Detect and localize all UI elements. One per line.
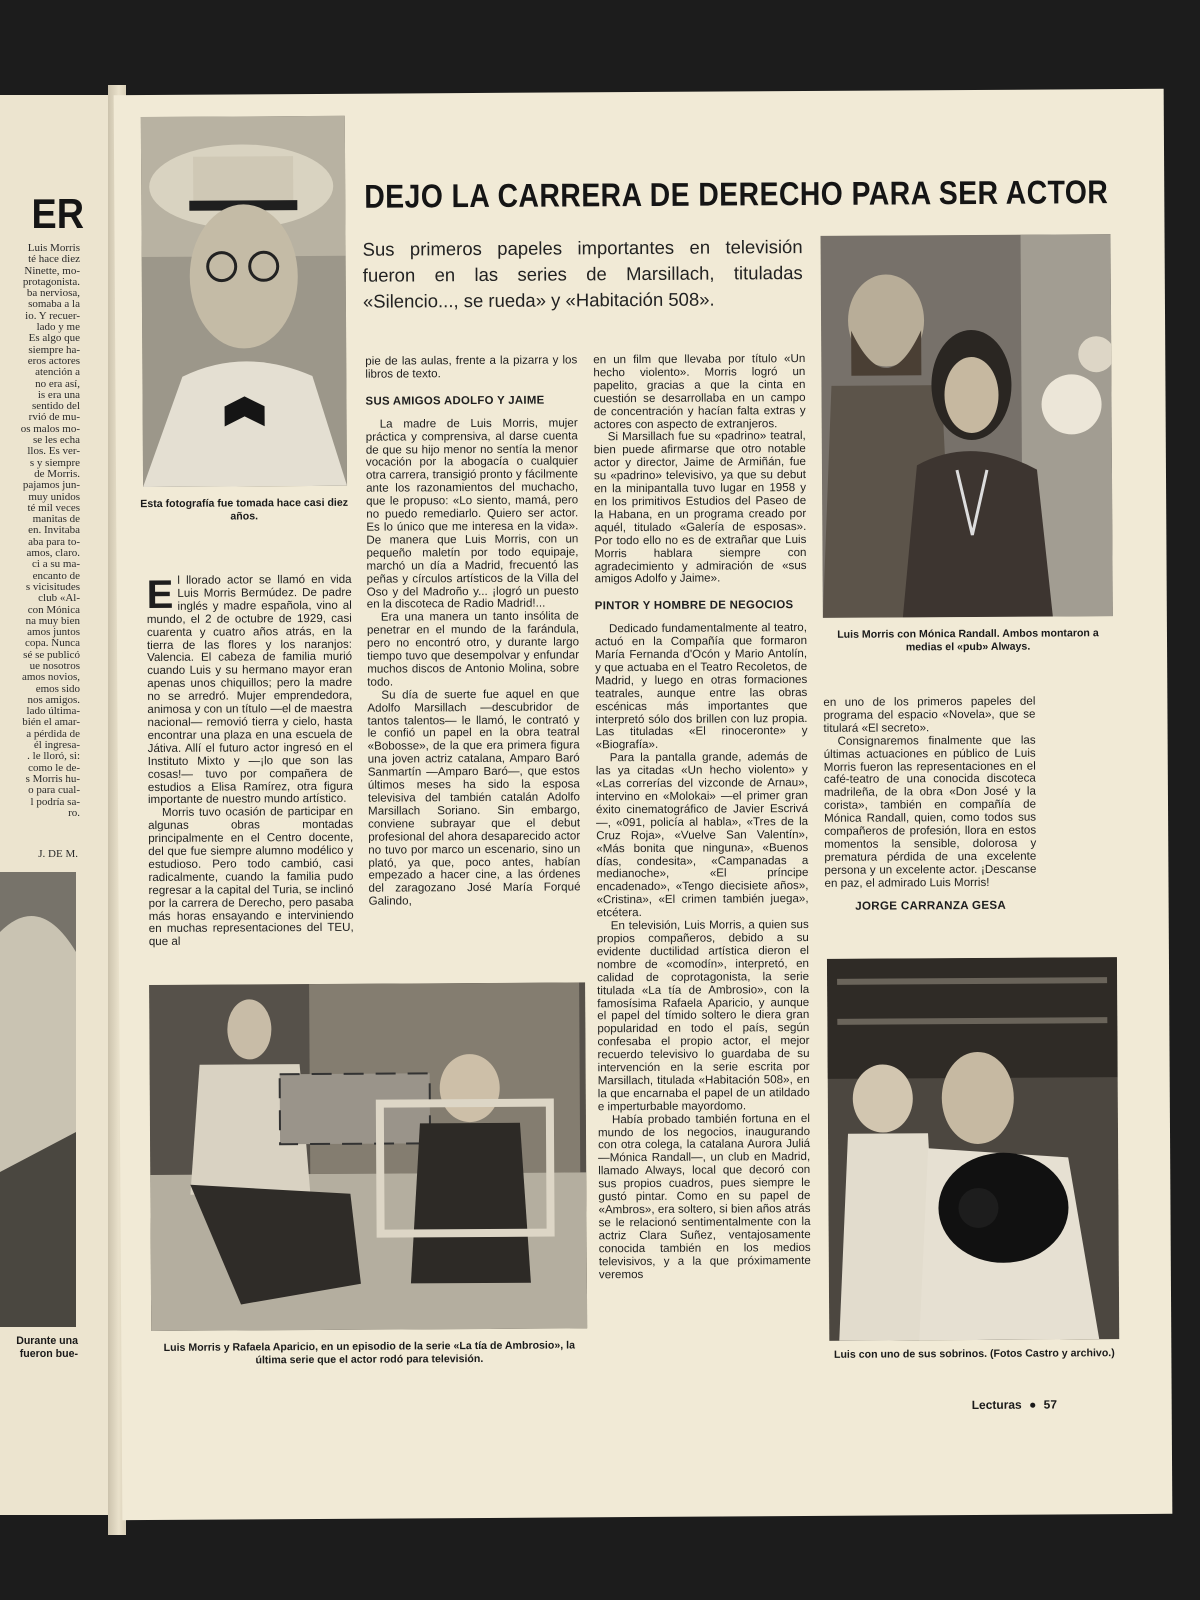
sobrino-photo (827, 957, 1119, 1341)
section-heading-amigos: SUS AMIGOS ADOLFO Y JAIME (365, 394, 545, 408)
paragraph: en uno de los primeros papeles del programa del espacio «Novela», que se titulará «El secreto». (823, 694, 1036, 735)
paragraph: Había probado también fortuna en el mundo de los negocios, inaugurando con otra colega, la catalana Aurora Juliá —Mónica Randall—, un club en Madrid, llamado Always, local que decoró con sus propios cuadros, pues siempre le gustó pintar. Como en su papel de «Ambros», era soltero, si bien años atrás se le relacionó sentimentalmente con la actriz Clara Suñez, ventajosamente conocida también en los medios televisivos, y a la que próximamente veremos (597, 1111, 811, 1281)
left-text-fragment: Luis Morris té hace diez Ninette, mo- protagonista. ba nerviosa, somaba a la io. Y recuer- lado y me Es algo que siempre ha- eros actores atención a no era así, is era una sentido del rvió de mu- os malos mo- se les echa llos. Es ver- s y siempre de Morris. pajamos jun- muy unidos té mil veces manitas de en. Invitaba aba para to- amos, claro. ci a su ma- encanto de s vicisitudes club «Al- con Mónica na muy bien amos juntos copa. Nunca sé se publicó ue nosotros amos novios, emos sido nos amigos. lado última- bién el amar- a pérdida de él ingresa- . le lloró, si: como le de- s Morris hu- o para cual- l podría sa- ro. (20, 243, 80, 819)
aparicio-photo (149, 982, 587, 1331)
left-byline-fragment: J. DE M. (38, 848, 78, 860)
article-column-4 (823, 696, 1036, 914)
paragraph: Dedicado fundamentalmente al teatro, actuó en la Compañía que formaron María Fernanda d'Ocón y Mario Antolín, y que actuaba en el Teatro Recoletos, de Madrid, y luego en otras formaciones teatrales, aunque entre las obras escénicas más importantes que interpretó sólo dos brillen con luz propia. Las tituladas «El rinoceronte» y «Biografía». (594, 621, 808, 752)
author-signature: JORGE CARRANZA GESA (855, 898, 1007, 913)
aparicio-caption: Luis Morris y Rafaela Aparicio, en un episodio de la serie «La tía de Ambrosio», la última serie que el actor rodó para televisión. (163, 1339, 575, 1367)
paragraph: Consignaremos finalmente que las últimas actuaciones en público de Luis Morris fueron las representaciones en el café-teatro de una conocida discoteca madrileña, de la obra «Don José y la corista», también en compañía de Mónica Randall, quien, como todos sus compañeros de profesión, llora en estos momentos la sensible, dolorosa y prematura pérdida de una excelente persona y un excelente actor. ¡Descanse en paz, el admirado Luis Morris! (823, 733, 1037, 890)
section-heading-pintor: PINTOR Y HOMBRE DE NEGOCIOS (594, 599, 794, 613)
paragraph: Morris tuvo ocasión de participar en algunas obras montadas principalmente en el Centro docente, del que fue siempre alumno modélico y estudioso. Pero todo cambió, casi radicalmente, cuando la familia pudo regresar a la capital del Turia, se inclinó por la carrera de Derecho, pero pasaba más horas ensayando e interviniendo en muchas representaciones del TEU, que al (148, 805, 354, 949)
paragraph: El llorado actor se llamó en vida Luis Morris Bermúdez. De padre inglés y madre española, vino al mundo, el 2 de octubre de 1929, casi cuarenta y cuatro años atrás, en la tierra de las flores y los naranjos: Valencia. El cabeza de familia murió cuando Luis y su hermano mayor eran apenas unos chiquillos; pero la madre no se arredró. Mujer emprendedora, animosa y con un título —el de maestra nacional— removió tierra y cielo, hasta encontrar una plaza en una escuela de Játiva. Allí el futuro actor ingresó en el Instituto Mixto y —¡lo que son las cosas!— tuvo por compañera de estudios a Elisa Ramírez, otra figura importante de nuestro mundo artístico. (146, 572, 353, 807)
paragraph: Era una manera un tanto insólita de penetrar en el mundo de la farándula, pero no encontró otro, y durante largo tiempo tuvo que desempolvar y enfundar muchos discos de Antonio Molina, sobre todo. (366, 609, 580, 689)
page-number: 57 (1043, 1397, 1058, 1412)
portrait-caption: Esta fotografía fue tomada hace casi diez años. (140, 496, 349, 523)
paragraph: Si Marsillach fue su «padrino» teatral, bien puede afirmarse que otro notable actor y director, Jaime de Armiñán, fue su «padrino» televisivo, ya que su debut en la minipantalla tuvo lugar en 1958 y en los primitivos Estudios del Paseo de la Habana, en un programa creado por aquél, titulado «Galería de esposas». Por todo ello no es de extrañar que Luis Morris hablara siempre con agradecimiento y admiración de «sus amigos Adolfo y Jaime». (593, 429, 807, 586)
randall-caption: Luis Morris con Mónica Randall. Ambos montaron a medias el «pub» Always. (837, 627, 1099, 654)
paragraph: pie de las aulas, frente a la pizarra y los libros de texto. (365, 353, 578, 381)
article-headline: DEJO LA CARRERA DE DERECHO PARA SER ACTOR (364, 173, 1109, 215)
article-column-3 (593, 353, 811, 1282)
paragraph: en un film que llevaba por título «Un hecho violento». Morris logró un papelito, gracias a que la cinta en cuestión se desarrollaba en un campo de concentración y hacían falta extras y actores con aspecto de extranjeros. (593, 352, 806, 431)
drop-cap: E (146, 572, 174, 618)
sobrino-caption: Luis con uno de sus sobrinos. (Fotos Castro y archivo.) (833, 1347, 1115, 1361)
paragraph: La madre de Luis Morris, mujer práctica y comprensiva, al darse cuenta de que su hijo menor no sentía la menor vocación por la abogacía o cualquier otra carrera, transigió pronto y fácilmente ante los razonamientos del muchacho, que le propuso: «Lo siento, mamá, pero no puedo remediarlo. Quiero ser actor. Es lo único que me interesa en la vida». De manera que Luis Morris, con un pequeño maletín por todo equipaje, marchó un día a Madrid, frecuentó las peñas y círculos artísticos de la Villa del Oso y del Madroño y... ¡logró un puesto en la discoteca de Radio Madrid!... (365, 416, 579, 612)
article-column-2 (365, 354, 580, 908)
article-column-1 (147, 574, 354, 950)
magazine-page (114, 89, 1173, 1520)
left-caption-fragment: Durante una fueron bue- (16, 1335, 78, 1360)
paragraph: Su día de suerte fue aquel en que Adolfo Marsillach —descubridor de tantos talentos— le llamó, le contrató y le confió un papel en la obra teatral «Bobosse», de la que era primera figura una joven actriz catalana, Amparo Baró Sanmartín —Amparo Baró—, que estos últimos meses ha sido la esposa televisiva del también catalán Adolfo Marsillach Soriano. Sin embargo, conviene subrayar que el debut profesional del ahora desaparecido actor no tuvo por marco un escenario, sino un plató, ya que, poco antes, habían empezado a hacer cine, a las órdenes del zaragozano José María Forqué Galindo, (367, 687, 581, 908)
randall-photo (821, 234, 1113, 618)
footer-bullet: ● (1029, 1397, 1037, 1412)
article-subhead: Sus primeros papeles importantes en televisión fueron en las series de Marsillach, tituladas «Silencio..., se rueda» y «Habitación 508». (362, 236, 803, 312)
left-heading-fragment: ER (31, 190, 84, 237)
left-photo-fragment (0, 872, 76, 1327)
page-footer (972, 1397, 1057, 1412)
paragraph: Para la pantalla grande, además de las ya citadas «Un hecho violento» y «Las correrías del vizconde de Arnau», intervino en «Molokai» —el primer gran éxito cinematográfico de Javier Escrivá—, «091, policía al habla», «Tres de la Cruz Roja», «Vuelve San Valentín», «Más bonita que ninguna», «Buenos días, condesita», «Campanadas a medianoche», «El príncipe encadenado», «Tengo diecisiete años», «Cristina», «El crimen también juega», etcétera. (595, 750, 809, 920)
magazine-name: Lecturas (971, 1397, 1022, 1413)
left-page (0, 95, 112, 1515)
portrait-photo (141, 116, 347, 487)
paragraph: En televisión, Luis Morris, a quien sus propios compañeros, debido a su evidente ductilidad artística dieron el nombre de «comodín», interpretó, en calidad de coprotagonista, la serie titulada «La tía de Ambrosio», con la famosísima Rafaela Aparicio, y aunque el papel del tímido soltero le diera gran popularidad en todo el país, según confesaba el propio actor, el mejor recuerdo televisivo lo guardaba de su intervención en la serie escrita por Marsillach, titulada «Habitación 508», en la que encarnaba el papel de un atildado e imperturbable mayordomo. (596, 918, 810, 1114)
